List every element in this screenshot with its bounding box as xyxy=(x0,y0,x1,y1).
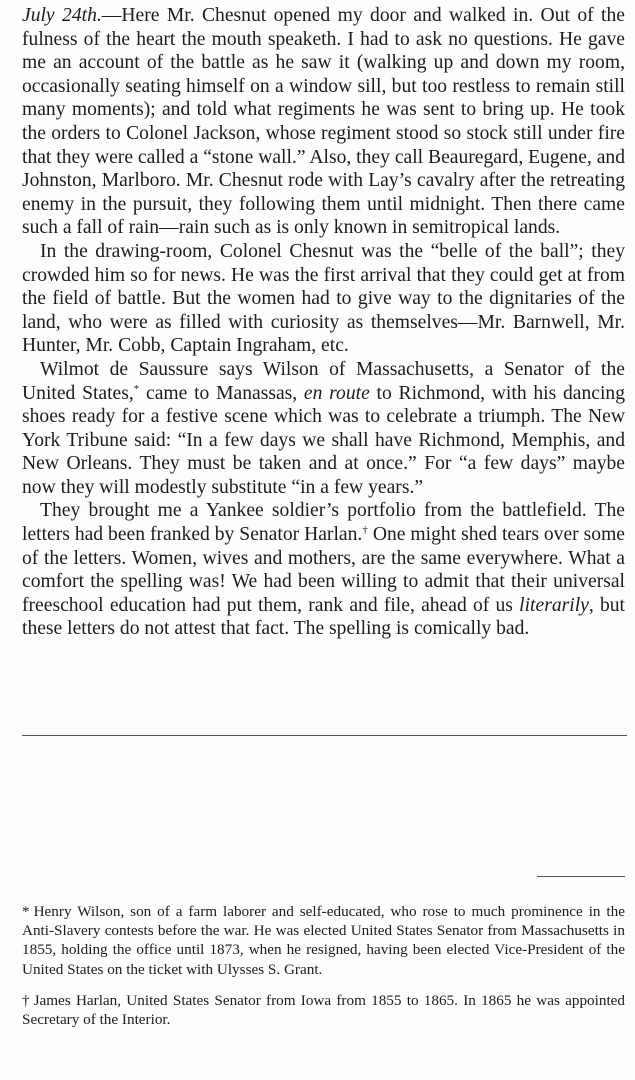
paragraph-1 xyxy=(22,4,625,240)
paragraph-4-italic: literarily xyxy=(519,594,589,616)
footnote-mark: * xyxy=(22,903,30,920)
footnote-text: Henry Wilson, son of a farm laborer and self-educated, who rose to much prominence in the Anti-Slavery contests before the war. He was elected United States Senator from Massachusetts in 1855, holding the office until 1873, when he resigned, having been elected Vice-President of the United States on the ticket with Ulysses S. Grant. xyxy=(22,903,625,978)
paragraph-4-text-a: They brought me a Yankee soldier’s portfolio from the battlefield. The letters had been franked by Senator Harlan. xyxy=(22,500,625,546)
paragraph-3-text-c: to Richmond, with his dancing shoes ready for a festive scene which was to celebrate a triumph. The New York Tribune said: “In a few days we shall have Richmond, Memphis, and New Orleans. They must be taken and at once.” For “a few days” maybe now they will modestly substitute “in a few years.” xyxy=(22,382,625,498)
scan-divider xyxy=(22,735,627,736)
footnote-harlan xyxy=(22,991,625,1029)
paragraph-3-italic: en route xyxy=(303,382,370,404)
footnote-mark: † xyxy=(22,991,30,1009)
footnote-rule xyxy=(537,876,625,877)
entry-date: July 24th. xyxy=(22,5,102,26)
footnotes xyxy=(22,902,625,1041)
paragraph-3-text-a: Wilmot de Saussure says Wilson of Massachusetts, a Senator of the United States, xyxy=(22,358,625,404)
footnote-ref-harlan: † xyxy=(362,524,368,537)
paragraph-3 xyxy=(22,358,625,500)
paragraph-2: In the drawing-room, Colonel Chesnut was the “belle of the ball”; they crowded him so for news. He was the first arrival that they could get at from the field of battle. But the women had to give way to the dignitaries of the land, who were as filled with curiosity as themselves—Mr. Barnwell, Mr. Hunter, Mr. Cobb, Captain Ingraham, etc. xyxy=(22,240,625,357)
paragraph-1-text: —Here Mr. Chesnut opened my door and walked in. Out of the fulness of the heart the mouth speaketh. I had to ask no questions. He gave me an account of the battle as he saw it (walking up and down my room, occasionally seating himself on a window sill, but too restless to remain still many moments); and told what regiments he was sent to bring up. He took the orders to Colonel Jackson, whose regiment stood so stock still under fire that they were called a “stone wall.” Also, they call Beauregard, Eugene, and Johnston, Marlboro. Mr. Chesnut rode with Lay’s cavalry after the retreating enemy in the pursuit, they following them until midnight. Then there came such a fall of rain—rain such as is only known in semitropical lands. xyxy=(22,5,625,239)
footnote-wilson xyxy=(22,902,625,979)
paragraph-4-text-b: One might shed tears over some of the letters. Women, wives and mothers, are the same everywhere. What a comfort the spelling was! We had been willing to admit that their universal freeschool education had put them, rank and file, ahead of us xyxy=(22,524,626,616)
footnote-text: James Harlan, United States Senator from Iowa from 1855 to 1865. In 1865 he was appointed Secretary of the Interior. xyxy=(22,991,625,1029)
paragraph-4 xyxy=(22,499,625,641)
paragraph-3-text-b: came to Manassas, xyxy=(139,382,304,404)
diary-body xyxy=(22,4,625,641)
footnote-ref-wilson: * xyxy=(133,382,140,395)
paragraph-4-text-c: , but these letters do not attest that fact. The spelling is comically bad. xyxy=(22,594,626,640)
